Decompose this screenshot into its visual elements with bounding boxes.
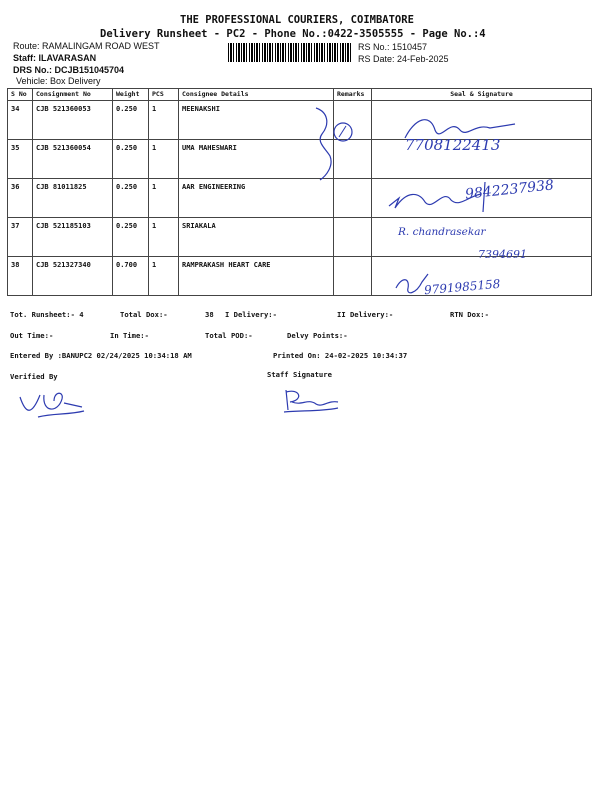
rs-number: RS No.: 1510457	[358, 42, 428, 52]
cell-consignment: CJB 521360053	[33, 101, 113, 140]
table-row	[8, 257, 592, 296]
vehicle-label: Vehicle: Box Delivery	[16, 76, 101, 86]
cell-consignee: SRIAKALA	[179, 218, 334, 257]
delvy-points-label: Delvy Points:-	[287, 331, 348, 340]
printed-on: Printed On: 24-02-2025 10:34:37	[273, 351, 408, 360]
route-label: Route: RAMALINGAM ROAD WEST	[13, 41, 160, 51]
cell-pcs: 1	[149, 140, 179, 179]
cell-weight: 0.700	[113, 257, 149, 296]
cell-consignee: RAMPRAKASH HEART CARE	[179, 257, 334, 296]
barcode-image	[228, 43, 352, 62]
cell-weight: 0.250	[113, 101, 149, 140]
in-time-label: In Time:-	[110, 331, 149, 340]
staff-label: Staff: ILAVARASAN	[13, 53, 97, 63]
staff-signature	[278, 386, 348, 416]
row34-phone-handwritten: 7708122413	[405, 136, 501, 154]
cell-weight: 0.250	[113, 140, 149, 179]
cell-weight: 0.250	[113, 179, 149, 218]
row37-name-handwritten: R. chandrasekar	[398, 226, 486, 238]
row37-phone-handwritten: 7394691	[478, 248, 527, 261]
cell-sno: 36	[8, 179, 33, 218]
cell-consignee: MEENAKSHI	[179, 101, 334, 140]
col-remarks: Remarks	[334, 89, 372, 101]
row38-phone-handwritten: 9791985158	[423, 276, 501, 298]
cell-consignment: CJB 521327340	[33, 257, 113, 296]
cell-consignee: AAR ENGINEERING	[179, 179, 334, 218]
col-seal-signature: Seal & Signature	[372, 89, 592, 101]
cell-pcs: 1	[149, 179, 179, 218]
total-runsheet: Tot. Runsheet:- 4	[10, 310, 84, 319]
entered-by: Entered By :BANUPC2 02/24/2025 10:34:18 AM	[10, 351, 192, 360]
col-pcs: PCS	[149, 89, 179, 101]
cell-pcs: 1	[149, 257, 179, 296]
runsheet-subtitle: Delivery Runsheet - PC2 - Phone No.:0422-3505555 - Page No.:4	[100, 28, 486, 40]
row36-phone-handwritten: 9842237938	[464, 177, 555, 203]
col-weight: Weight	[113, 89, 149, 101]
remarks-bracket-mark	[308, 104, 358, 184]
cell-consignee: UMA MAHESWARI	[179, 140, 334, 179]
col-consignment: Consignment No	[33, 89, 113, 101]
cell-sno: 37	[8, 218, 33, 257]
table-header-row	[8, 89, 592, 101]
rs-date: RS Date: 24-Feb-2025	[358, 54, 449, 64]
total-dox-label: Total Dox:-	[120, 310, 168, 319]
cell-sno: 34	[8, 101, 33, 140]
col-consignee: Consignee Details	[179, 89, 334, 101]
cell-consignment: CJB 521185103	[33, 218, 113, 257]
cell-sno: 38	[8, 257, 33, 296]
cell-weight: 0.250	[113, 218, 149, 257]
out-time-label: Out Time:-	[10, 331, 54, 340]
cell-remarks	[334, 257, 372, 296]
verifier-signature	[18, 385, 88, 421]
verified-by-label: Verified By	[10, 372, 58, 381]
total-pod-label: Total POD:-	[205, 331, 253, 340]
cell-pcs: 1	[149, 218, 179, 257]
company-title: THE PROFESSIONAL COURIERS, COIMBATORE	[180, 14, 414, 26]
cell-consignment: CJB 521360054	[33, 140, 113, 179]
rtn-dox-label: RTN Dox:-	[450, 310, 489, 319]
col-sno: S No	[8, 89, 33, 101]
i-delivery-label: I Delivery:-	[225, 310, 277, 319]
cell-consignment: CJB 81011825	[33, 179, 113, 218]
drs-number: DRS No.: DCJB151045704	[13, 65, 125, 75]
total-dox-value: 38	[205, 310, 214, 319]
cell-pcs: 1	[149, 101, 179, 140]
ii-delivery-label: II Delivery:-	[337, 310, 394, 319]
cell-remarks	[334, 179, 372, 218]
staff-signature-label: Staff Signature	[267, 370, 332, 379]
cell-remarks	[334, 218, 372, 257]
cell-sno: 35	[8, 140, 33, 179]
